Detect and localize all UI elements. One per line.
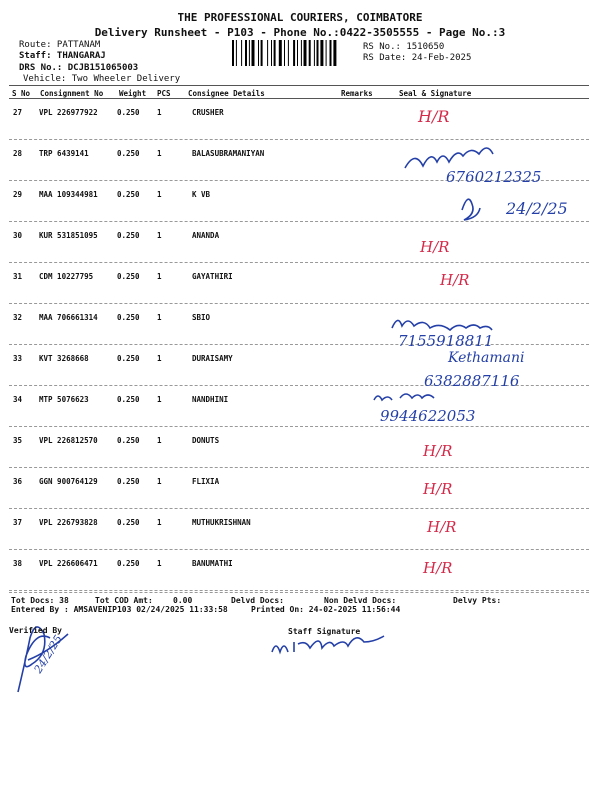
- tot-docs: Tot Docs: 38: [11, 596, 69, 605]
- cell-consignment: CDM 10227795: [39, 272, 94, 281]
- rs-date: RS Date: 24-Feb-2025: [363, 53, 472, 63]
- cell-weight: 0.250: [117, 395, 140, 404]
- cell-weight: 0.250: [117, 518, 140, 527]
- cell-pcs: 1: [157, 149, 162, 158]
- cell-consignee: SBIO: [192, 313, 211, 322]
- rs-number: RS No.: 1510650: [363, 42, 445, 52]
- runsheet-title: Delivery Runsheet - P103 - Phone No.:0422-3505555 - Page No.:3: [94, 26, 506, 39]
- hr-mark-35: H/R: [423, 442, 453, 460]
- cell-sno: 37: [13, 518, 23, 527]
- company-title: THE PROFESSIONAL COURIERS, COIMBATORE: [177, 11, 423, 24]
- delvd-docs: Delvd Docs:: [231, 596, 284, 605]
- signature-29: [462, 199, 480, 220]
- cell-pcs: 1: [157, 108, 162, 117]
- cell-consignment: VPL 226977922: [39, 108, 98, 117]
- col-consignee: Consignee Details: [188, 89, 265, 98]
- cell-weight: 0.250: [117, 354, 140, 363]
- verified-by: Verified By: [9, 626, 62, 635]
- route-label: Route: PATTANAM: [19, 40, 101, 50]
- cell-sno: 27: [13, 108, 23, 117]
- cell-consignee: CRUSHER: [192, 108, 224, 117]
- phone-33b: 6382887116: [424, 372, 520, 390]
- cell-pcs: 1: [157, 477, 162, 486]
- cell-consignment: TRP 6439141: [39, 149, 89, 158]
- cell-consignment: VPL 226812570: [39, 436, 98, 445]
- footer-rule: [9, 592, 589, 593]
- cell-consignment: MAA 109344981: [39, 190, 98, 199]
- entered-by: Entered By : AMSAVENIP103 02/24/2025 11:33:58: [11, 605, 228, 614]
- cell-consignment: VPL 226793828: [39, 518, 98, 527]
- cell-pcs: 1: [157, 190, 162, 199]
- cell-consignment: VPL 226606471: [39, 559, 98, 568]
- cell-sno: 29: [13, 190, 23, 199]
- printed-on: Printed On: 24-02-2025 11:56:44: [251, 605, 401, 614]
- hr-mark-27: H/R: [418, 107, 450, 126]
- tot-cod-value: 0.00: [173, 596, 193, 605]
- cell-sno: 35: [13, 436, 23, 445]
- cell-weight: 0.250: [117, 313, 140, 322]
- vehicle-label: Vehicle: Two Wheeler Delivery: [23, 74, 181, 84]
- col-seal-signature: Seal & Signature: [399, 89, 472, 98]
- cell-weight: 0.250: [117, 108, 140, 117]
- cell-pcs: 1: [157, 395, 162, 404]
- tot-cod-label: Tot COD Amt:: [95, 596, 153, 605]
- cell-sno: 33: [13, 354, 23, 363]
- cell-consignee: BANUMATHI: [192, 559, 233, 568]
- col-sno: S No: [12, 89, 31, 98]
- signature-32: [392, 320, 492, 330]
- cell-consignee: DONUTS: [192, 436, 220, 445]
- phone-33: 7155918811: [398, 332, 494, 350]
- hr-mark-31: H/R: [440, 271, 470, 289]
- cell-pcs: 1: [157, 354, 162, 363]
- cell-consignee: ANANDA: [192, 231, 220, 240]
- staff-signature-label: Staff Signature: [288, 627, 361, 636]
- hr-mark-37: H/R: [427, 518, 457, 536]
- cell-sno: 34: [13, 395, 23, 404]
- verifier-date: 24/2/25: [31, 632, 66, 676]
- date-29: 24/2/25: [506, 199, 568, 218]
- cell-consignee: DURAISAMY: [192, 354, 233, 363]
- cell-pcs: 1: [157, 313, 162, 322]
- cell-weight: 0.250: [117, 272, 140, 281]
- cell-pcs: 1: [157, 272, 162, 281]
- cell-consignment: KUR 531851095: [39, 231, 98, 240]
- cell-pcs: 1: [157, 231, 162, 240]
- cell-sno: 38: [13, 559, 23, 568]
- cell-sno: 28: [13, 149, 23, 158]
- cell-consignment: KVT 3268668: [39, 354, 89, 363]
- cell-pcs: 1: [157, 559, 162, 568]
- cell-weight: 0.250: [117, 149, 140, 158]
- cell-pcs: 1: [157, 518, 162, 527]
- cell-weight: 0.250: [117, 559, 140, 568]
- col-pcs: PCS: [157, 89, 171, 98]
- signature-34: [374, 394, 434, 400]
- col-consignment: Consignment No: [40, 89, 104, 98]
- cell-consignment: GGN 900764129: [39, 477, 98, 486]
- cell-sno: 32: [13, 313, 23, 322]
- hr-mark-30: H/R: [420, 238, 450, 256]
- name-33: Kethamani: [448, 350, 525, 366]
- cell-consignee: GAYATHIRI: [192, 272, 233, 281]
- signature-28: [405, 148, 493, 168]
- cell-consignee: K VB: [192, 190, 211, 199]
- cell-consignee: MUTHUKRISHNAN: [192, 518, 251, 527]
- hr-mark-36: H/R: [423, 480, 453, 498]
- cell-sno: 30: [13, 231, 23, 240]
- cell-pcs: 1: [157, 436, 162, 445]
- cell-weight: 0.250: [117, 190, 140, 199]
- cell-sno: 31: [13, 272, 23, 281]
- col-remarks: Remarks: [341, 89, 373, 98]
- phone-28: 6760212325: [446, 168, 542, 186]
- cell-consignee: BALASUBRAMANIYAN: [192, 149, 265, 158]
- phone-34: 9944622053: [380, 407, 476, 425]
- staff-label: Staff: THANGARAJ: [19, 51, 106, 61]
- cell-weight: 0.250: [117, 231, 140, 240]
- cell-consignee: NANDHINI: [192, 395, 229, 404]
- delvy-pts: Delvy Pts:: [453, 596, 502, 605]
- cell-sno: 36: [13, 477, 23, 486]
- non-delvd-docs: Non Delvd Docs:: [324, 596, 397, 605]
- cell-weight: 0.250: [117, 477, 140, 486]
- col-weight: Weight: [119, 89, 147, 98]
- hr-mark-38: H/R: [423, 559, 453, 577]
- cell-weight: 0.250: [117, 436, 140, 445]
- cell-consignment: MAA 706661314: [39, 313, 98, 322]
- staff-signature-mark: [272, 636, 384, 652]
- cell-consignee: FLIXIA: [192, 477, 220, 486]
- cell-consignment: MTP 5076623: [39, 395, 89, 404]
- drs-number: DRS No.: DCJB151065003: [19, 63, 139, 73]
